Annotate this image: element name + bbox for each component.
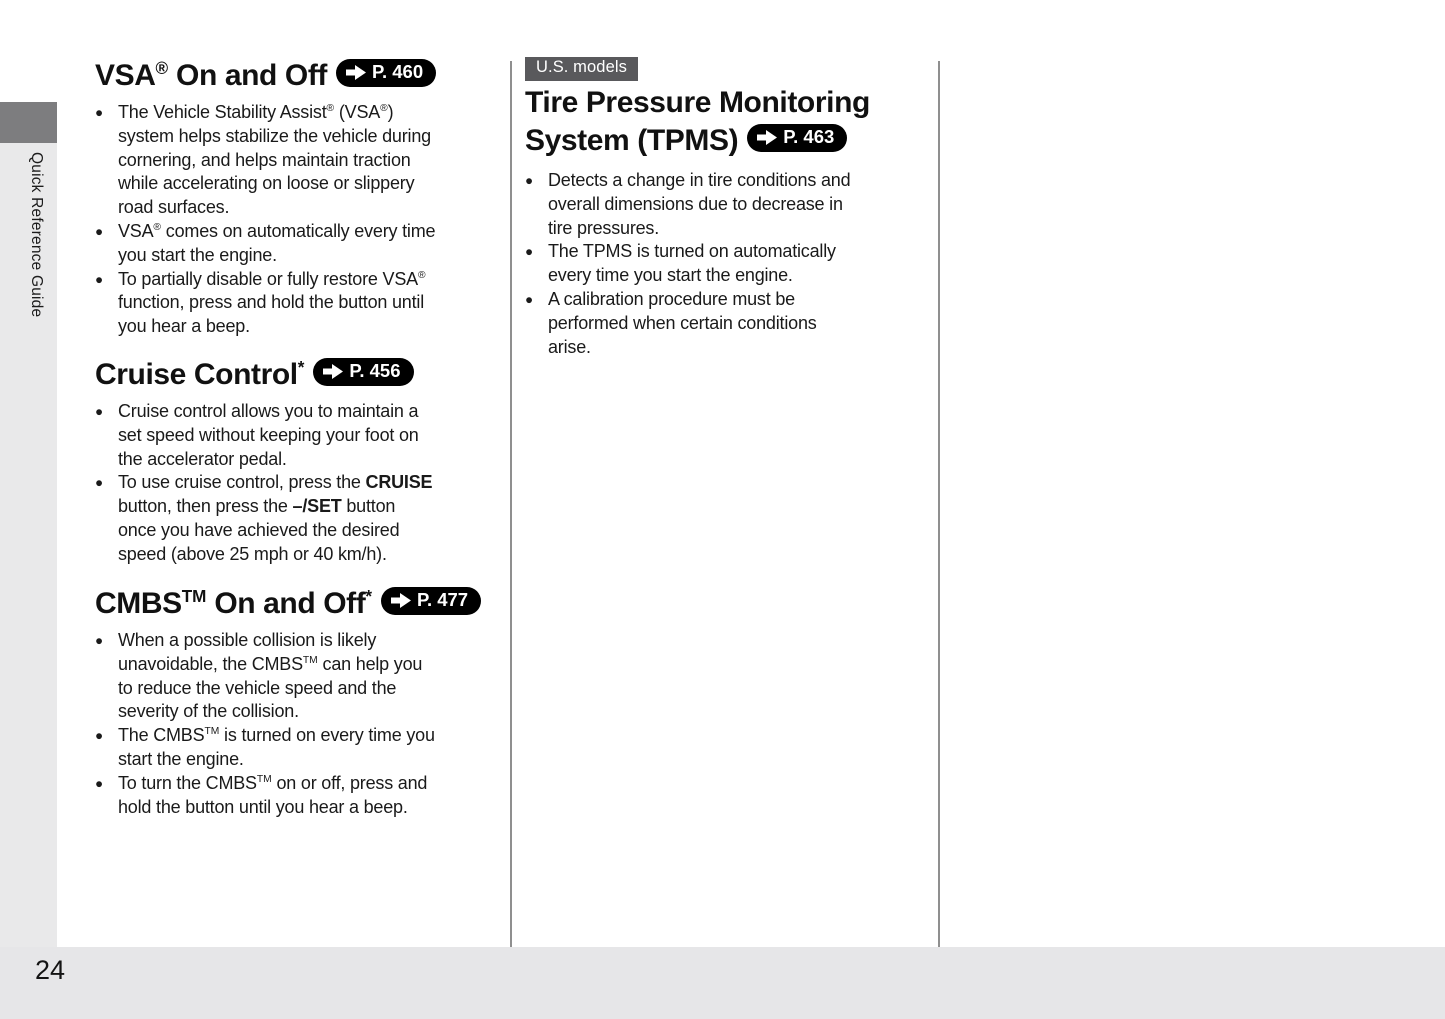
bullet-text: To turn the CMBS™ on or off, press and hold the button until you hear a beep. — [118, 772, 428, 817]
page-ref-label: P. 477 — [417, 589, 469, 611]
page-ref-label: P. 460 — [372, 61, 424, 83]
bullet-icon: ● — [525, 173, 534, 188]
section-title — [95, 585, 503, 622]
bullet-icon: ● — [95, 633, 104, 648]
bullet-text: A calibration procedure must be performed when certain conditions arise. — [548, 288, 817, 357]
bullet-text: To use cruise control, press the CRUISE button, then press the –/SET button once you have achieved the desired speed (above 25 mph or 40 km/h). — [118, 472, 433, 564]
bullet-list — [525, 169, 860, 359]
bullet-text: To partially disable or fully restore VSA® function, press and hold the button until you hear a beep. — [118, 268, 426, 337]
bullet-text: VSA® comes on automatically every time you start the engine. — [118, 220, 436, 265]
page-ref-badge — [747, 124, 847, 152]
bullet-list — [95, 629, 437, 819]
list-item — [95, 629, 437, 724]
bullet-icon: ● — [95, 475, 104, 491]
bullet-text: Detects a change in tire conditions and overall dimensions due to decrease in tire pressures. — [548, 170, 851, 238]
arrow-right-icon — [322, 363, 344, 380]
bullet-text: Cruise control allows you to maintain a set speed without keeping your foot on the accelerator pedal. — [118, 401, 419, 469]
section-tpms — [525, 57, 933, 359]
page-ref-badge — [336, 59, 436, 87]
section-cmbs — [95, 585, 503, 819]
list-item — [525, 288, 860, 359]
bullet-icon: ● — [95, 271, 104, 287]
bullet-icon: ● — [95, 404, 104, 419]
bullet-text: When a possible collision is likely unavoidable, the CMBS™ can help you to reduce the vehicle speed and the severity of the collision. — [118, 630, 423, 722]
section-title — [525, 84, 933, 160]
list-item — [95, 220, 437, 268]
column-divider-left — [510, 61, 512, 948]
list-item — [95, 268, 437, 339]
bullet-icon: ● — [525, 291, 534, 307]
bullet-icon: ● — [525, 244, 534, 260]
bullet-text: The TPMS is turned on automatically every time you start the engine. — [548, 241, 836, 286]
section-title — [95, 356, 503, 393]
sidebar-chapter-label: Quick Reference Guide — [28, 152, 45, 318]
sidebar-chapter-tab — [0, 102, 57, 143]
list-item — [95, 724, 437, 772]
page-ref-label: P. 456 — [349, 360, 401, 382]
page-ref-label: P. 463 — [783, 126, 835, 148]
list-item — [525, 240, 860, 288]
section-title-text: VSA® On and Off — [95, 59, 328, 92]
section-title-text: Cruise Control* — [95, 358, 305, 391]
column-divider-right — [938, 61, 940, 948]
section-title-text: Tire Pressure Monitoring System (TPMS) — [525, 86, 870, 157]
page-ref-badge — [313, 358, 413, 386]
list-item — [525, 169, 860, 240]
bullet-text: The CMBS™ is turned on every time you start the engine. — [118, 725, 435, 769]
bullet-icon: ● — [95, 223, 104, 239]
section-vsa — [95, 57, 503, 339]
bullet-icon: ● — [95, 728, 104, 744]
bullet-icon: ● — [95, 775, 104, 791]
list-item — [95, 471, 437, 566]
list-item — [95, 101, 437, 220]
section-title — [95, 57, 503, 94]
bullet-list — [95, 101, 437, 339]
arrow-right-icon — [756, 129, 778, 146]
region-label: U.S. models — [525, 57, 638, 81]
list-item — [95, 772, 437, 820]
bullet-icon: ● — [95, 105, 104, 120]
page-number: 24 — [35, 955, 66, 985]
bullet-list — [95, 400, 437, 567]
page-ref-badge — [381, 587, 481, 615]
section-title-text: CMBS™ On and Off* — [95, 587, 372, 620]
footer-bar — [0, 947, 1445, 1019]
bullet-text: The Vehicle Stability Assist® (VSA®) system helps stabilize the vehicle during cornering, and helps maintain traction while accelerating on loose or slippery road surfaces. — [118, 102, 431, 218]
section-cruise-control — [95, 356, 503, 567]
list-item — [95, 400, 437, 471]
arrow-right-icon — [390, 592, 412, 609]
arrow-right-icon — [345, 64, 367, 81]
